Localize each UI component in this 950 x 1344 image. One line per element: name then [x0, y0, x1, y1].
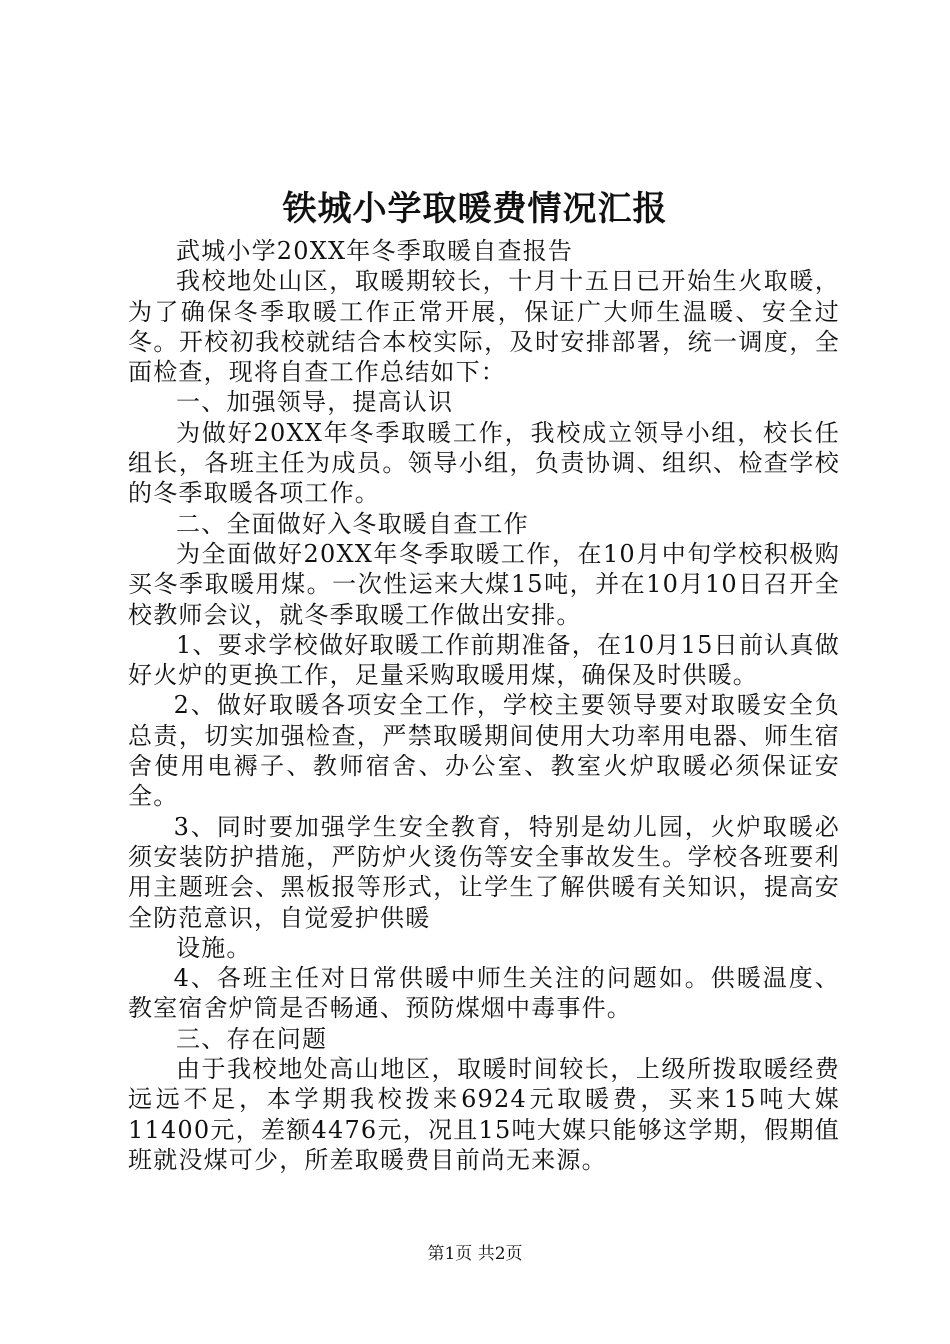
intro-paragraph: 我校地处山区，取暖期较长，十月十五日已开始生火取暖，为了确保冬季取暖工作正常开展，保证广大师生温暖、安全过冬。开校初我校就结合本校实际，及时安排部署，统一调度，全面检查，现将自查工作总结如下：	[128, 267, 840, 387]
section-2-paragraph: 为全面做好20XX年冬季取暖工作，在10月中旬学校积极购买冬季取暖用煤。一次性运来大煤15吨，并在10月10日召开全校教师会议，就冬季取暖工作做出安排。	[128, 539, 840, 629]
section-1-paragraph: 为做好20XX年冬季取暖工作，我校成立领导小组，校长任组长，各班主任为成员。领导小组，负责协调、组织、检查学校的冬季取暖各项工作。	[128, 418, 840, 508]
list-item-3-continued: 设施。	[176, 933, 252, 962]
list-item-1: 1、要求学校做好取暖工作前期准备，在10月15日前认真做好火炉的更换工作，足量采购取暖用煤，确保及时供暖。	[128, 630, 840, 690]
list-item-3: 3、同时要加强学生安全教育，特别是幼儿园，火炉取暖必须安装防护措施，严防炉火烫伤等安全事故发生。学校各班要利用主题班会、黑板报等形式，让学生了解供暖有关知识，提高安全防范意识，自觉爱护供暖	[128, 812, 840, 932]
section-heading-3: 三、存在问题	[176, 1024, 328, 1053]
section-heading-2: 二、全面做好入冬取暖自查工作	[176, 509, 529, 538]
page-footer: 第1页 共2页	[427, 1244, 523, 1264]
report-heading: 武城小学20XX年冬季取暖自查报告	[176, 237, 574, 265]
document-title: 铁城小学取暖费情况汇报	[282, 189, 668, 229]
list-item-2: 2、做好取暖各项安全工作，学校主要领导要对取暖安全负总责，切实加强检查，严禁取暖期间使用大功率用电器、师生宿舍使用电褥子、教师宿舍、办公室、教室火炉取暖必须保证安全。	[128, 691, 840, 811]
list-item-4: 4、各班主任对日常供暖中师生关注的问题如。供暖温度、教室宿舍炉筒是否畅通、预防煤烟中毒事件。	[128, 964, 840, 1023]
document-body	[128, 236, 840, 1175]
section-3-paragraph: 由于我校地处高山地区，取暖时间较长，上级所拨取暖经费远远不足，本学期我校拨来6924元取暖费，买来15吨大媒11400元，差额4476元，况且15吨大媒只能够这学期，假期值班就没煤可少，所差取暖费目前尚无来源。	[128, 1055, 840, 1174]
section-heading-1: 一、加强领导，提高认识	[176, 388, 454, 417]
